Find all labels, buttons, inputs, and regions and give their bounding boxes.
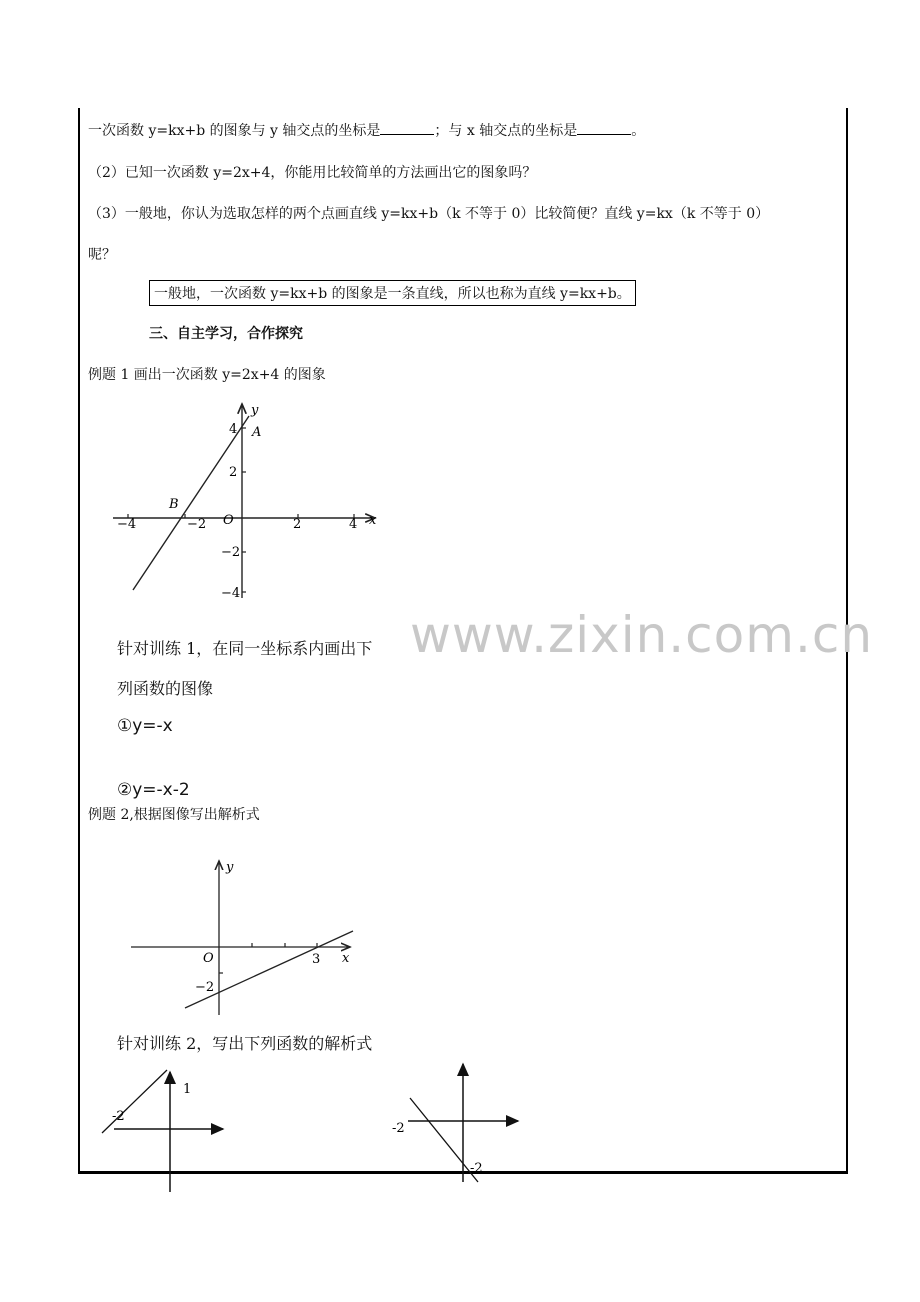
y-tick-4: 4 bbox=[229, 422, 238, 437]
practice-1-line-1: 针对训练 1，在同一坐标系内画出下 bbox=[117, 639, 373, 658]
example-1-title: 例题 1 画出一次函数 y=2x+4 的图象 bbox=[88, 367, 326, 383]
answer-blank-1[interactable] bbox=[380, 120, 434, 135]
practice-1-item-2: ②y=-x-2 bbox=[117, 780, 190, 800]
x-tick-neg4: −4 bbox=[117, 517, 137, 532]
example-2-title: 例题 2,根据图像写出解析式 bbox=[88, 807, 260, 823]
label-neg2-bottom: -2 bbox=[470, 1161, 483, 1176]
section-3-heading: 三、自主学习，合作探究 bbox=[149, 326, 303, 342]
x-tick-3: 3 bbox=[312, 952, 321, 967]
line-example-2 bbox=[185, 931, 353, 1008]
line-graph-2 bbox=[410, 1098, 478, 1182]
intro-text-end: 。 bbox=[631, 123, 646, 139]
y-axis-label: y bbox=[251, 403, 259, 418]
question-3-line-2: 呢？ bbox=[88, 247, 116, 263]
intro-text-b: ；与 x 轴交点的坐标是 bbox=[434, 123, 578, 139]
label-neg2-left: -2 bbox=[392, 1121, 405, 1136]
intro-text-a: 一次函数 y=kx+b 的图象与 y 轴交点的坐标是 bbox=[88, 123, 381, 139]
y-tick-neg4: −4 bbox=[221, 586, 241, 601]
question-2: （2）已知一次函数 y=2x+4，你能用比较简单的方法画出它的图象吗？ bbox=[88, 165, 537, 181]
x-tick-2: 2 bbox=[293, 517, 302, 532]
label-neg2: -2 bbox=[112, 1109, 125, 1124]
point-b-label: B bbox=[169, 497, 179, 512]
question-3-line-1: （3）一般地，你认为选取怎样的两个点画直线 y=kx+b（k 不等于 0）比较简便？直线 y=kx（k 不等于 0） bbox=[88, 206, 770, 222]
y-tick-neg2: −2 bbox=[221, 545, 241, 560]
y-tick-2: 2 bbox=[229, 465, 238, 480]
y-axis-label: y bbox=[226, 860, 234, 875]
answer-blank-2[interactable] bbox=[577, 120, 631, 135]
example-1-graph bbox=[105, 398, 395, 610]
practice-2-graph-1 bbox=[98, 1066, 238, 1194]
point-a-label: A bbox=[252, 425, 262, 440]
boxed-note: 一般地，一次函数 y=kx+b 的图象是一条直线，所以也称为直线 y=kx+b。 bbox=[149, 280, 636, 306]
x-axis-label: x bbox=[342, 951, 350, 966]
origin-label: O bbox=[223, 513, 234, 528]
x-tick-neg2: −2 bbox=[187, 517, 207, 532]
x-tick-4: 4 bbox=[349, 517, 358, 532]
origin-label: O bbox=[203, 951, 214, 966]
y-tick-neg2: −2 bbox=[195, 980, 215, 995]
intro-line-1 bbox=[88, 120, 645, 140]
x-axis-label: x bbox=[369, 513, 377, 528]
practice-1-line-2: 列函数的图像 bbox=[117, 679, 214, 698]
practice-1-item-1: ①y=-x bbox=[117, 716, 173, 736]
line-y-2x-plus-4 bbox=[133, 416, 249, 590]
watermark: www.zixin.com.cn bbox=[410, 606, 874, 664]
example-2-graph bbox=[125, 855, 365, 1020]
label-1: 1 bbox=[183, 1082, 192, 1097]
practice-2-title: 针对训练 2，写出下列函数的解析式 bbox=[117, 1034, 373, 1053]
practice-2-graph-2 bbox=[388, 1060, 528, 1188]
